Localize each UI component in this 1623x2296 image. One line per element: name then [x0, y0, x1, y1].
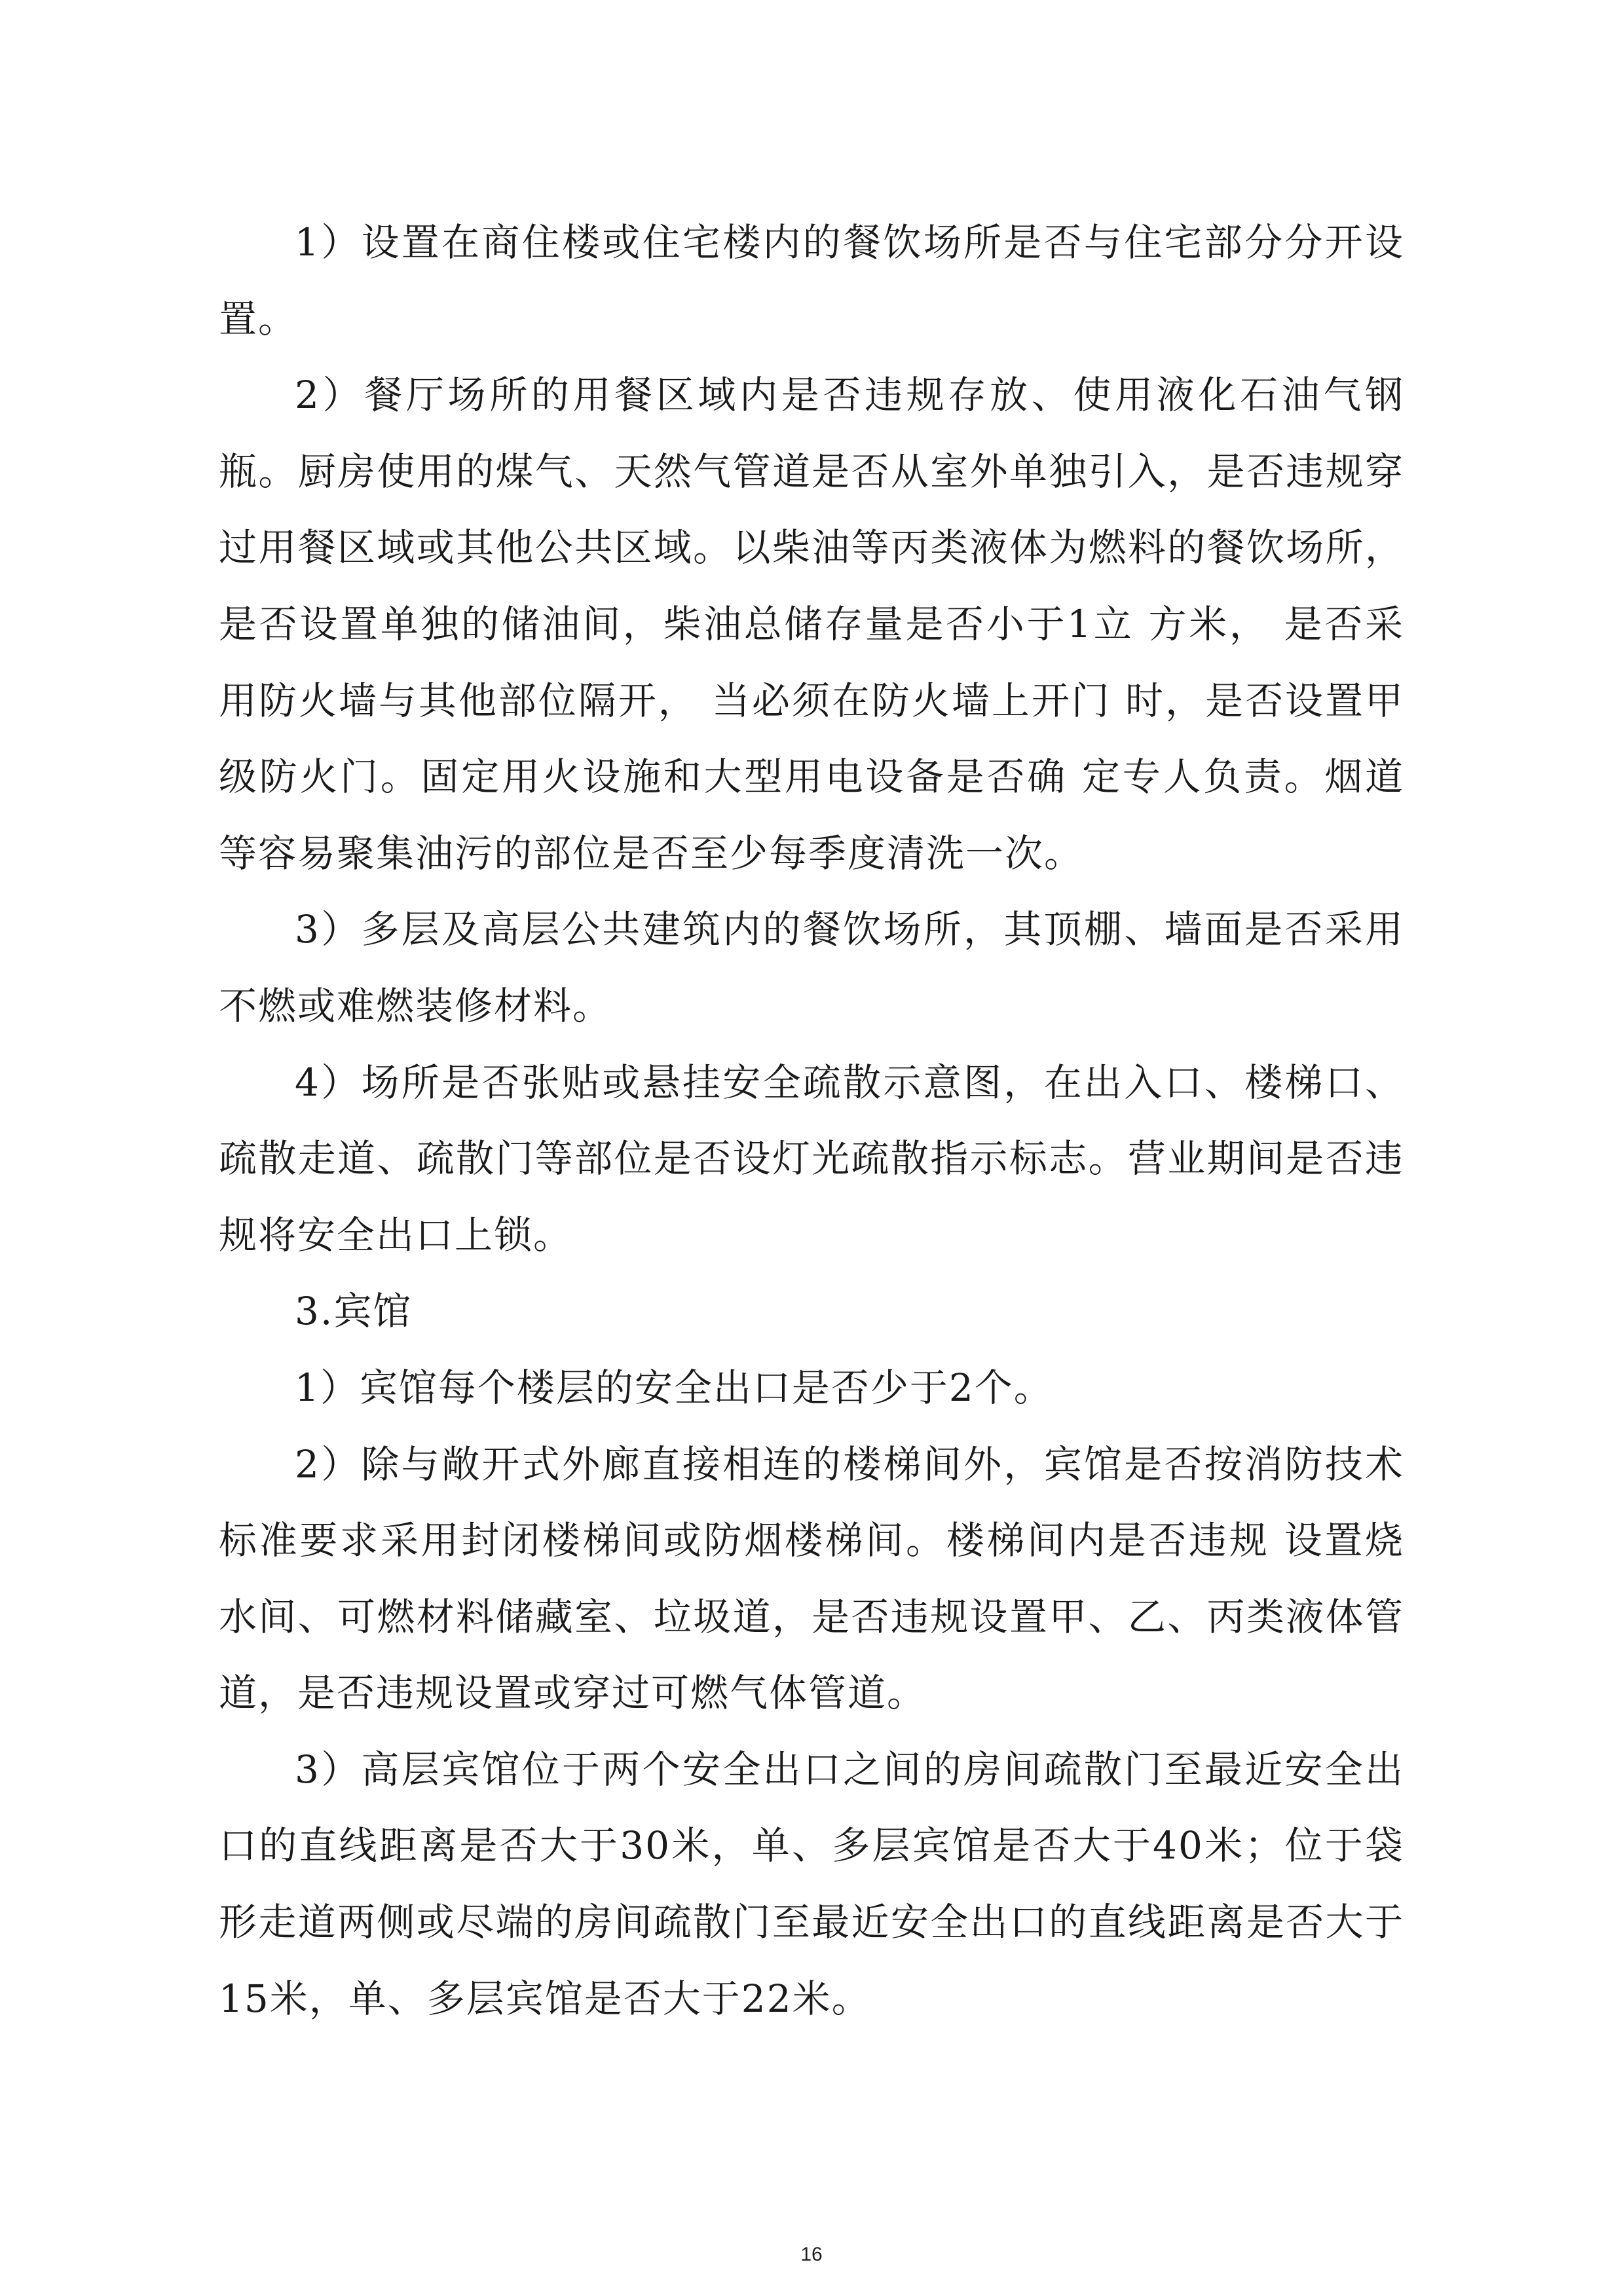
paragraph-hotel-item-1: 1）宾馆每个楼层的安全出口是否少于2个。: [295, 1365, 1053, 1410]
paragraph-item-3: 3）多层及高层公共建筑内的餐饮场所，其顶棚、墙面是否采用不燃或难燃装修材料。: [219, 907, 1404, 1028]
page-number: 16: [800, 2244, 823, 2265]
section-heading-hotel: 3.宾馆: [295, 1289, 413, 1334]
paragraph-item-2: 2）餐厅场所的用餐区域内是否违规存放、使用液化石油气钢瓶。厨房使用的煤气、天然气管道是否从室外单独引入，是否违规穿过用餐区域或其他公共区域。以柴油等丙类液体为燃料的餐饮场所，是否设置单独的储油间，柴油总储存量是否小于1立 方米， 是否采用防火墙与其他部位隔开， 当必须在防火墙上开门 时，是否设置甲级防火门。固定用火设施和大型用电设备是否确 定专人负责。烟道等容易聚集油污的部位是否至少每季度清洗一次。: [219, 373, 1404, 876]
paragraph-hotel-item-3: 3）高层宾馆位于两个安全出口之间的房间疏散门至最近安全出口的直线距离是否大于30米，单、多层宾馆是否大于40米；位于袋形走道两侧或尽端的房间疏散门至最近安全出口的直线距离是否大于15米，单、多层宾馆是否大于22米。: [219, 1747, 1404, 2021]
paragraph-item-1: 1）设置在商住楼或住宅楼内的餐饮场所是否与住宅部分分开设置。: [219, 220, 1404, 341]
paragraph-item-4: 4）场所是否张贴或悬挂安全疏散示意图，在出入口、楼梯口、疏散走道、疏散门等部位是否设灯光疏散指示标志。营业期间是否违规将安全出口上锁。: [219, 1060, 1404, 1257]
document-body: [219, 204, 1404, 2037]
paragraph-hotel-item-2: 2）除与敞开式外廊直接相连的楼梯间外，宾馆是否按消防技术标准要求采用封闭楼梯间或防烟楼梯间。楼梯间内是否违规 设置烧水间、可燃材料储藏室、垃圾道，是否违规设置甲、乙、丙类液体管道，是否违规设置或穿过可燃气体管道。: [219, 1441, 1404, 1716]
